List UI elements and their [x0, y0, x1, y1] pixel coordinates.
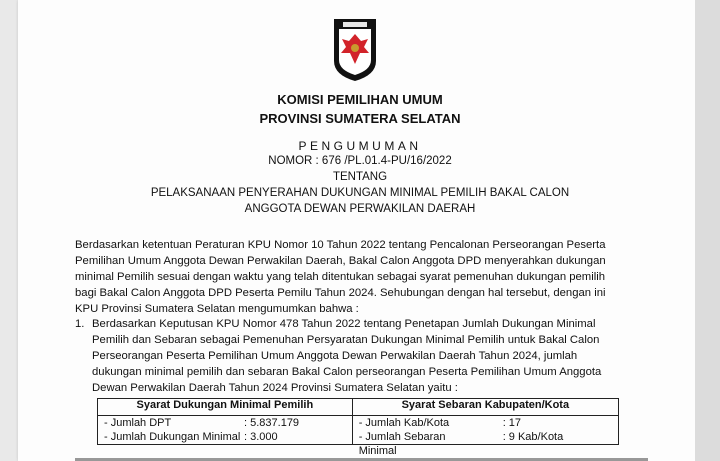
list-number: 1. [75, 318, 85, 330]
intro-line: bagi Bakal Calon Anggota DPD Peserta Pemilu Tahun 2024. Sehubungan dengan hal tersebut, dengan ini [75, 287, 606, 299]
intro-paragraph [75, 237, 648, 317]
item-line: Berdasarkan Keputusan KPU Nomor 478 Tahun 2022 tentang Penetapan Jumlah Dukungan Minimal [92, 318, 596, 330]
requirements-table [97, 398, 619, 457]
subject-line-2: ANGGOTA DEWAN PERWAKILAN DAERAH [244, 203, 476, 215]
intro-line: minimal Pemilih sesuai dengan waktu yang telah ditentukan sebagai syarat pemenuhan dukungan pemilih [75, 271, 606, 283]
row-label: - Jumlah Kab/Kota [358, 417, 450, 429]
table-row [358, 430, 612, 457]
document-number: NOMOR : 676 /PL.01.4-PU/16/2022 [268, 155, 452, 167]
table-row [104, 416, 346, 430]
tentang-label: TENTANG [332, 171, 388, 183]
table-row [104, 430, 346, 444]
row-value: : 17 [502, 417, 522, 429]
table-cell-dukungan [98, 416, 353, 445]
item-line: dukungan minimal pemilih dan sebaran Bakal Calon perseorangan Peserta Pemilihan Umum Anggota [92, 366, 602, 378]
row-label: - Jumlah Sebaran Minimal [358, 431, 446, 457]
intro-line: Pemilihan Umum Anggota Dewan Perwakilan Daerah, Bakal Calon Anggota DPD menyerahkan dukungan [75, 255, 606, 267]
row-label: - Jumlah DPT [104, 417, 172, 429]
row-label: - Jumlah Dukungan Minimal [104, 431, 241, 443]
cut-off-text-line [75, 455, 648, 461]
table-header: Syarat Dukungan Minimal Pemilih [98, 399, 353, 416]
item-line: Perseorangan Peserta Pemilihan Umum Anggota Dewan Perwakilan Daerah Tahun 2024, jumlah [92, 350, 578, 362]
item-line: Pemilih dan Sebaran sebagai Pemenuhan Persyaratan Dukungan Minimal Pemilih untuk Bakal Calon [92, 334, 600, 346]
row-value: : 5.837.179 [244, 417, 300, 429]
kpu-logo-emblem [330, 17, 380, 83]
org-province: PROVINSI SUMATERA SELATAN [259, 111, 461, 126]
intro-line: KPU Provinsi Sumatera Selatan mengumumkan bahwa : [75, 303, 359, 315]
intro-line: Berdasarkan ketentuan Peraturan KPU Nomor 10 Tahun 2022 tentang Pencalonan Perseorangan Peserta [75, 239, 606, 251]
org-name: KOMISI PEMILIHAN UMUM [277, 92, 443, 107]
subject-line-1: PELAKSANAAN PENYERAHAN DUKUNGAN MINIMAL PEMILIH BAKAL CALON [150, 187, 570, 199]
scroll-area-shade [695, 0, 720, 461]
table-row [359, 416, 612, 430]
row-value: : 3.000 [244, 431, 278, 443]
table-header: Syarat Sebaran Kabupaten/Kota [352, 399, 618, 416]
document-title: PENGUMUMAN [298, 139, 422, 153]
row-value: : 9 Kab/Kota [502, 431, 564, 443]
item-line: Dewan Perwakilan Daerah Tahun 2024 Provinsi Sumatera Selatan yaitu : [92, 382, 458, 394]
table-cell-sebaran [352, 416, 618, 457]
